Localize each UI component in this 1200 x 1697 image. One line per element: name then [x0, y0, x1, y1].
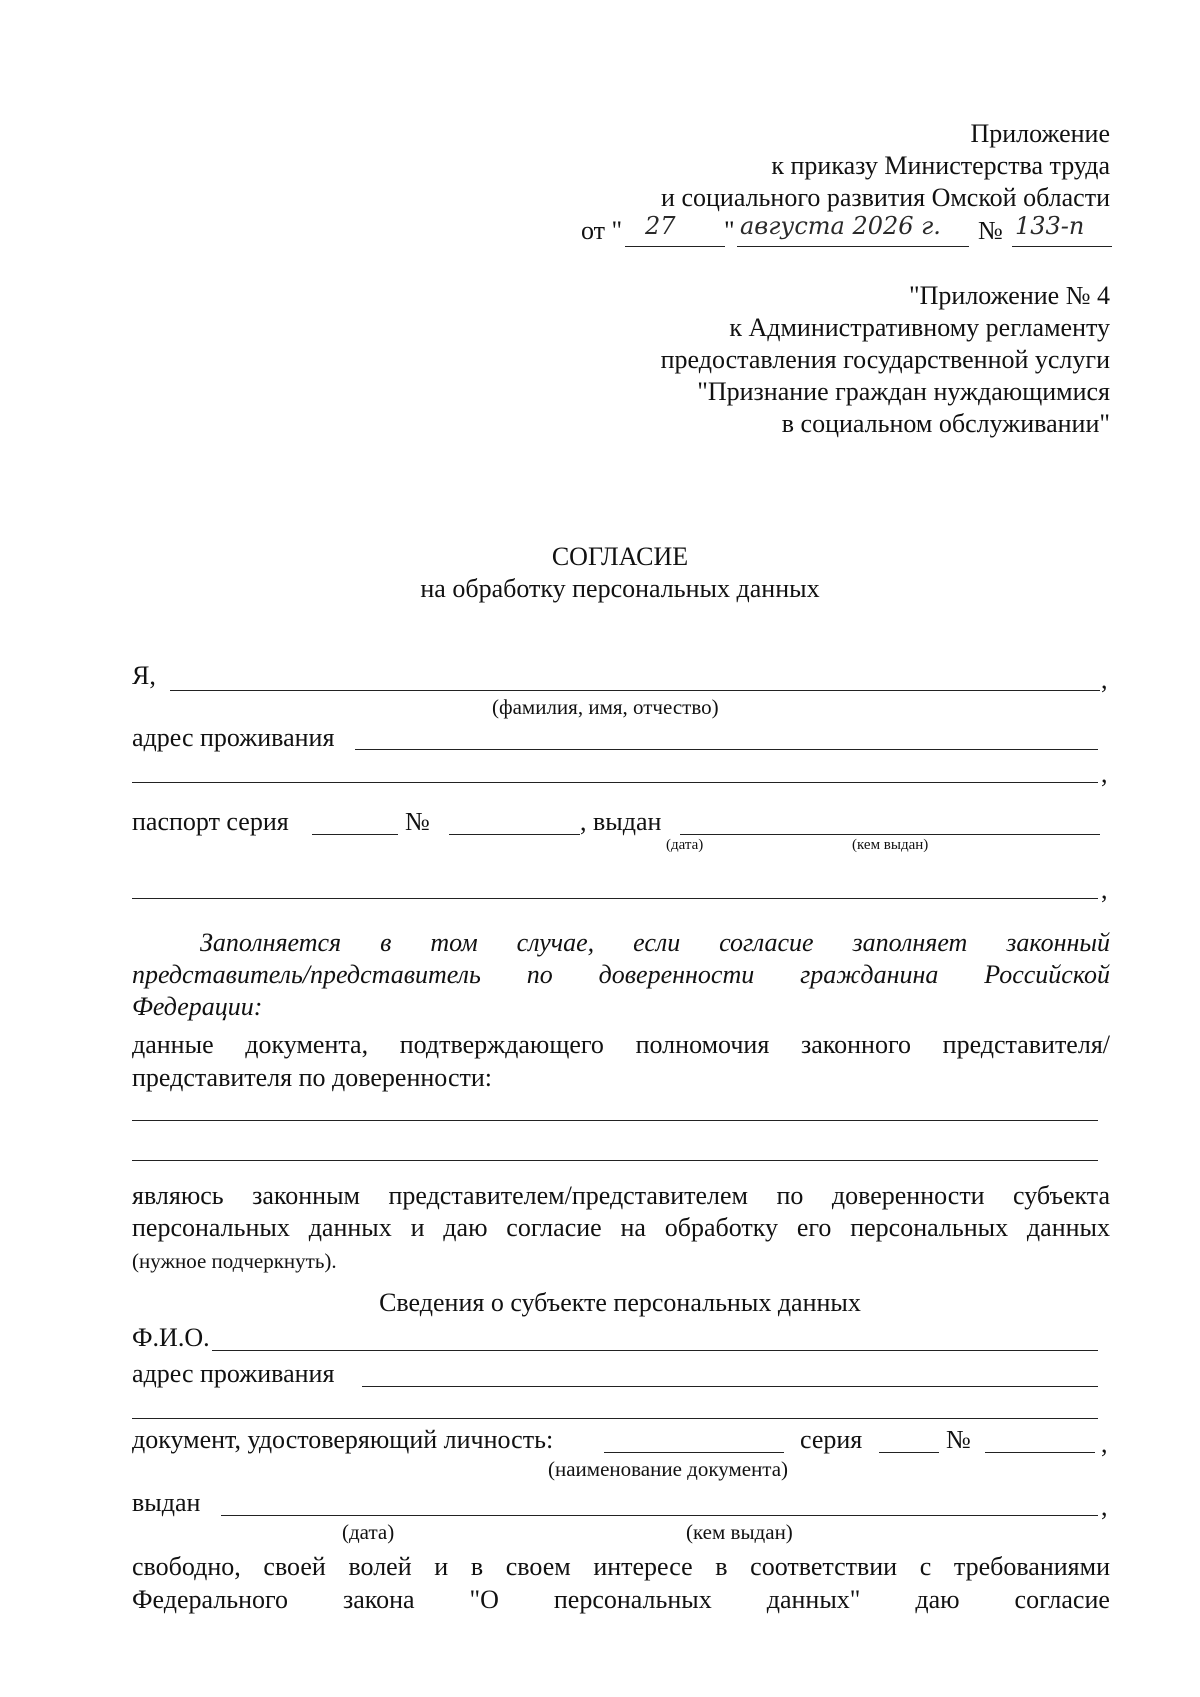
representative-doc-line-b[interactable] [132, 1160, 1098, 1161]
consent-word: закона [343, 1585, 415, 1614]
subject-fio-label: Ф.И.О. [132, 1323, 210, 1352]
subject-address-label: адрес проживания [132, 1359, 335, 1388]
appendix-line-2: к Административному регламенту [729, 313, 1110, 342]
passport-series-label: паспорт серия [132, 807, 289, 836]
consent-word: данных" [766, 1585, 861, 1614]
consent-word: персональных [553, 1585, 712, 1614]
header-line-1: Приложение [970, 119, 1110, 148]
passport-date-hint: (дата) [666, 837, 704, 853]
representative-statement-note: (нужное подчеркнуть). [132, 1249, 337, 1273]
subject-id-doc-label: документ, удостоверяющий личность: [132, 1425, 554, 1454]
passport-number-line[interactable] [449, 834, 580, 835]
document-title: СОГЛАСИЕ [551, 542, 689, 571]
subject-number-line[interactable] [985, 1452, 1095, 1453]
header-number-label: № [978, 216, 1003, 245]
subject-number-sign: № [946, 1425, 971, 1454]
subject-id-comma: , [1101, 1429, 1108, 1458]
address-line-2[interactable] [132, 782, 1098, 783]
handwritten-number: 133-п [1015, 212, 1085, 240]
consent-word: "О [469, 1585, 499, 1614]
appendix-line-4: "Признание граждан нуждающимися [697, 377, 1110, 406]
subject-issued-line[interactable] [221, 1515, 1098, 1516]
passport-comma: , [1101, 875, 1108, 904]
subject-date-hint: (дата) [342, 1520, 395, 1544]
representative-note-line-3: Федерации: [132, 992, 263, 1021]
appendix-line-1: "Приложение № 4 [909, 281, 1110, 310]
address-comma: , [1101, 759, 1108, 788]
header-line-2: к приказу Министерства труда [771, 151, 1110, 180]
date-month-underline [737, 246, 969, 247]
handwritten-day: 27 [645, 212, 676, 240]
consent-word: даю [915, 1585, 960, 1614]
subject-doc-name-hint: (наименование документа) [548, 1457, 789, 1481]
representative-note-line-1: Заполняется в том случае, если согласие заполняет законный [200, 928, 1110, 957]
subject-series-label: серия [800, 1425, 863, 1454]
representative-statement-line-2: персональных данных и даю согласие на обработку его персональных данных [132, 1213, 1110, 1242]
subject-issued-comma: , [1101, 1492, 1108, 1521]
document-subtitle: на обработку персональных данных [420, 574, 820, 603]
number-underline [1012, 246, 1112, 247]
passport-issued-line-2[interactable] [132, 898, 1098, 899]
representative-doc-line-2: представителя по доверенности: [132, 1063, 492, 1092]
consent-line-1: свободно, своей волей и в своем интересе в соответствии с требованиями [132, 1552, 1110, 1581]
header-line-3: и социального развития Омской области [661, 183, 1110, 212]
passport-number-sign: № [405, 807, 430, 836]
representative-doc-line-a[interactable] [132, 1120, 1098, 1121]
appendix-line-3: предоставления государственной услуги [660, 345, 1110, 374]
address-line-1[interactable] [355, 749, 1098, 750]
subject-address-line-1[interactable] [362, 1386, 1098, 1387]
appendix-line-5: в социальном обслуживании" [781, 409, 1110, 438]
header-date-mid: " [724, 216, 735, 245]
subject-series-line[interactable] [879, 1452, 939, 1453]
subject-address-line-2[interactable] [132, 1418, 1098, 1419]
header-date-prefix: от " [581, 216, 623, 245]
fio-hint: (фамилия, имя, отчество) [492, 695, 719, 719]
representative-statement-line-1: являюсь законным представителем/представителем по доверенности субъекта [132, 1181, 1110, 1210]
i-label: Я, [132, 661, 156, 690]
passport-issuer-hint: (кем выдан) [852, 837, 929, 853]
consent-word: Федерального [132, 1585, 289, 1614]
address-label: адрес проживания [132, 723, 335, 752]
representative-note-line-2: представитель/представитель по доверенности гражданина Российской [132, 960, 1110, 989]
representative-doc-line-1: данные документа, подтверждающего полномочия законного представителя/ [132, 1030, 1110, 1059]
subject-fio-line[interactable] [212, 1350, 1098, 1351]
subject-id-doc-name-line[interactable] [604, 1452, 784, 1453]
fio-line[interactable] [170, 690, 1100, 691]
passport-issued-line[interactable] [680, 834, 1100, 835]
subject-issued-label: выдан [132, 1488, 201, 1517]
passport-series-line[interactable] [312, 834, 398, 835]
subject-heading: Сведения о субъекте персональных данных [379, 1288, 861, 1317]
passport-issued-label: , выдан [580, 807, 662, 836]
consent-word: согласие [1014, 1585, 1110, 1614]
consent-line-2 [132, 1584, 1110, 1616]
handwritten-month-year: августа 2026 г. [740, 212, 941, 240]
date-day-underline [625, 246, 725, 247]
fio-comma: , [1101, 665, 1108, 694]
subject-issuer-hint: (кем выдан) [686, 1520, 793, 1544]
